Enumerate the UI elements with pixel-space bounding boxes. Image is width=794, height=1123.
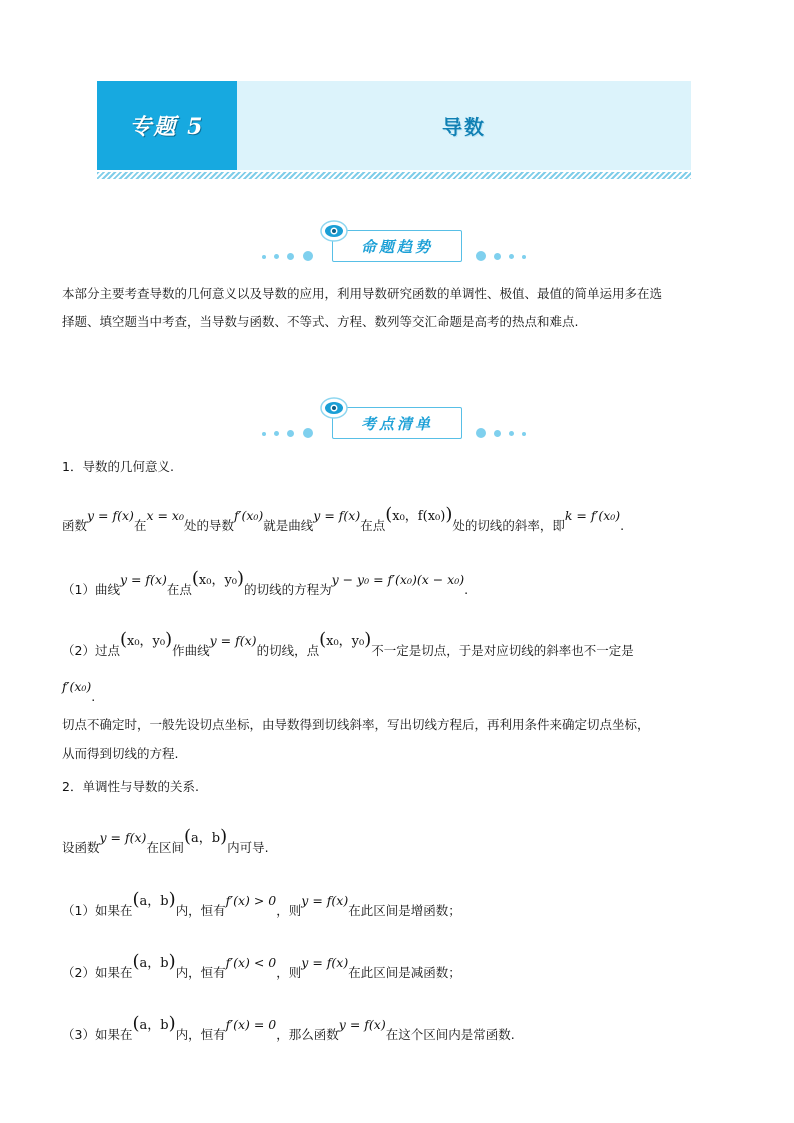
line-slope-note: f′(x₀).: [62, 679, 96, 704]
intro-line-2: 择题、填空题当中考查，当导数与函数、不等式、方程、数列等交汇命题是高考的热点和难点.: [62, 314, 579, 329]
section-badge-trend: [258, 220, 536, 266]
line-constant: （3）如果在(a，b)内，恒有f′(x) = 0，那么函数y = f(x)在这个区间内是常函数.: [62, 1013, 515, 1042]
topic-header: [97, 81, 691, 170]
topic-label-box: [97, 81, 237, 170]
para-tangent-note-1: 切点不确定时，一般先设切点坐标，由导数得到切线斜率，写出切线方程后，再利用条件来确定切点坐标，: [62, 717, 650, 732]
badge-box-checklist: [332, 407, 462, 439]
line-tangent-at-point: （1）曲线y = f(x)在点(x₀，y₀)的切线的方程为y − y₀ = f′(x₀)(x − x₀).: [62, 568, 469, 597]
line-tangent-through-point: （2）过点(x₀，y₀)作曲线y = f(x)的切线，点(x₀，y₀)不一定是切点，于是对应切线的斜率也不一定是: [62, 629, 634, 658]
badge-label-checklist: 考点清单: [360, 414, 433, 433]
badge-box-trend: [332, 230, 462, 262]
topic-title: 导数: [442, 115, 486, 139]
topic-label: 专题 5: [129, 114, 205, 140]
header-divider: [97, 172, 691, 179]
para-tangent-note-2: 从而得到切线的方程.: [62, 746, 179, 761]
line-decreasing: （2）如果在(a，b)内，恒有f′(x) < 0，则y = f(x)在此区间是减函数；: [62, 951, 461, 980]
heading-monotonicity: 2．单调性与导数的关系.: [62, 779, 199, 794]
eye-icon: [320, 397, 348, 419]
eye-icon: [320, 220, 348, 242]
intro-line-1: 本部分主要考查导数的几何意义以及导数的应用，利用导数研究函数的单调性、极值、最值的简单运用多在选: [62, 286, 663, 301]
badge-label-trend: 命题趋势: [360, 237, 433, 256]
section-badge-checklist: [258, 397, 536, 443]
heading-geometric-meaning: 1．导数的几何意义.: [62, 459, 174, 474]
line-differentiable: 设函数y = f(x)在区间(a，b)内可导.: [62, 826, 269, 855]
topic-title-box: [237, 81, 691, 170]
line-increasing: （1）如果在(a，b)内，恒有f′(x) > 0，则y = f(x)在此区间是增函数；: [62, 889, 461, 918]
line-derivative-definition: 函数y = f(x)在x = x₀处的导数f′(x₀)就是曲线y = f(x)在点(x₀，f(x₀))处的切线的斜率，即k = f′(x₀).: [62, 504, 625, 533]
